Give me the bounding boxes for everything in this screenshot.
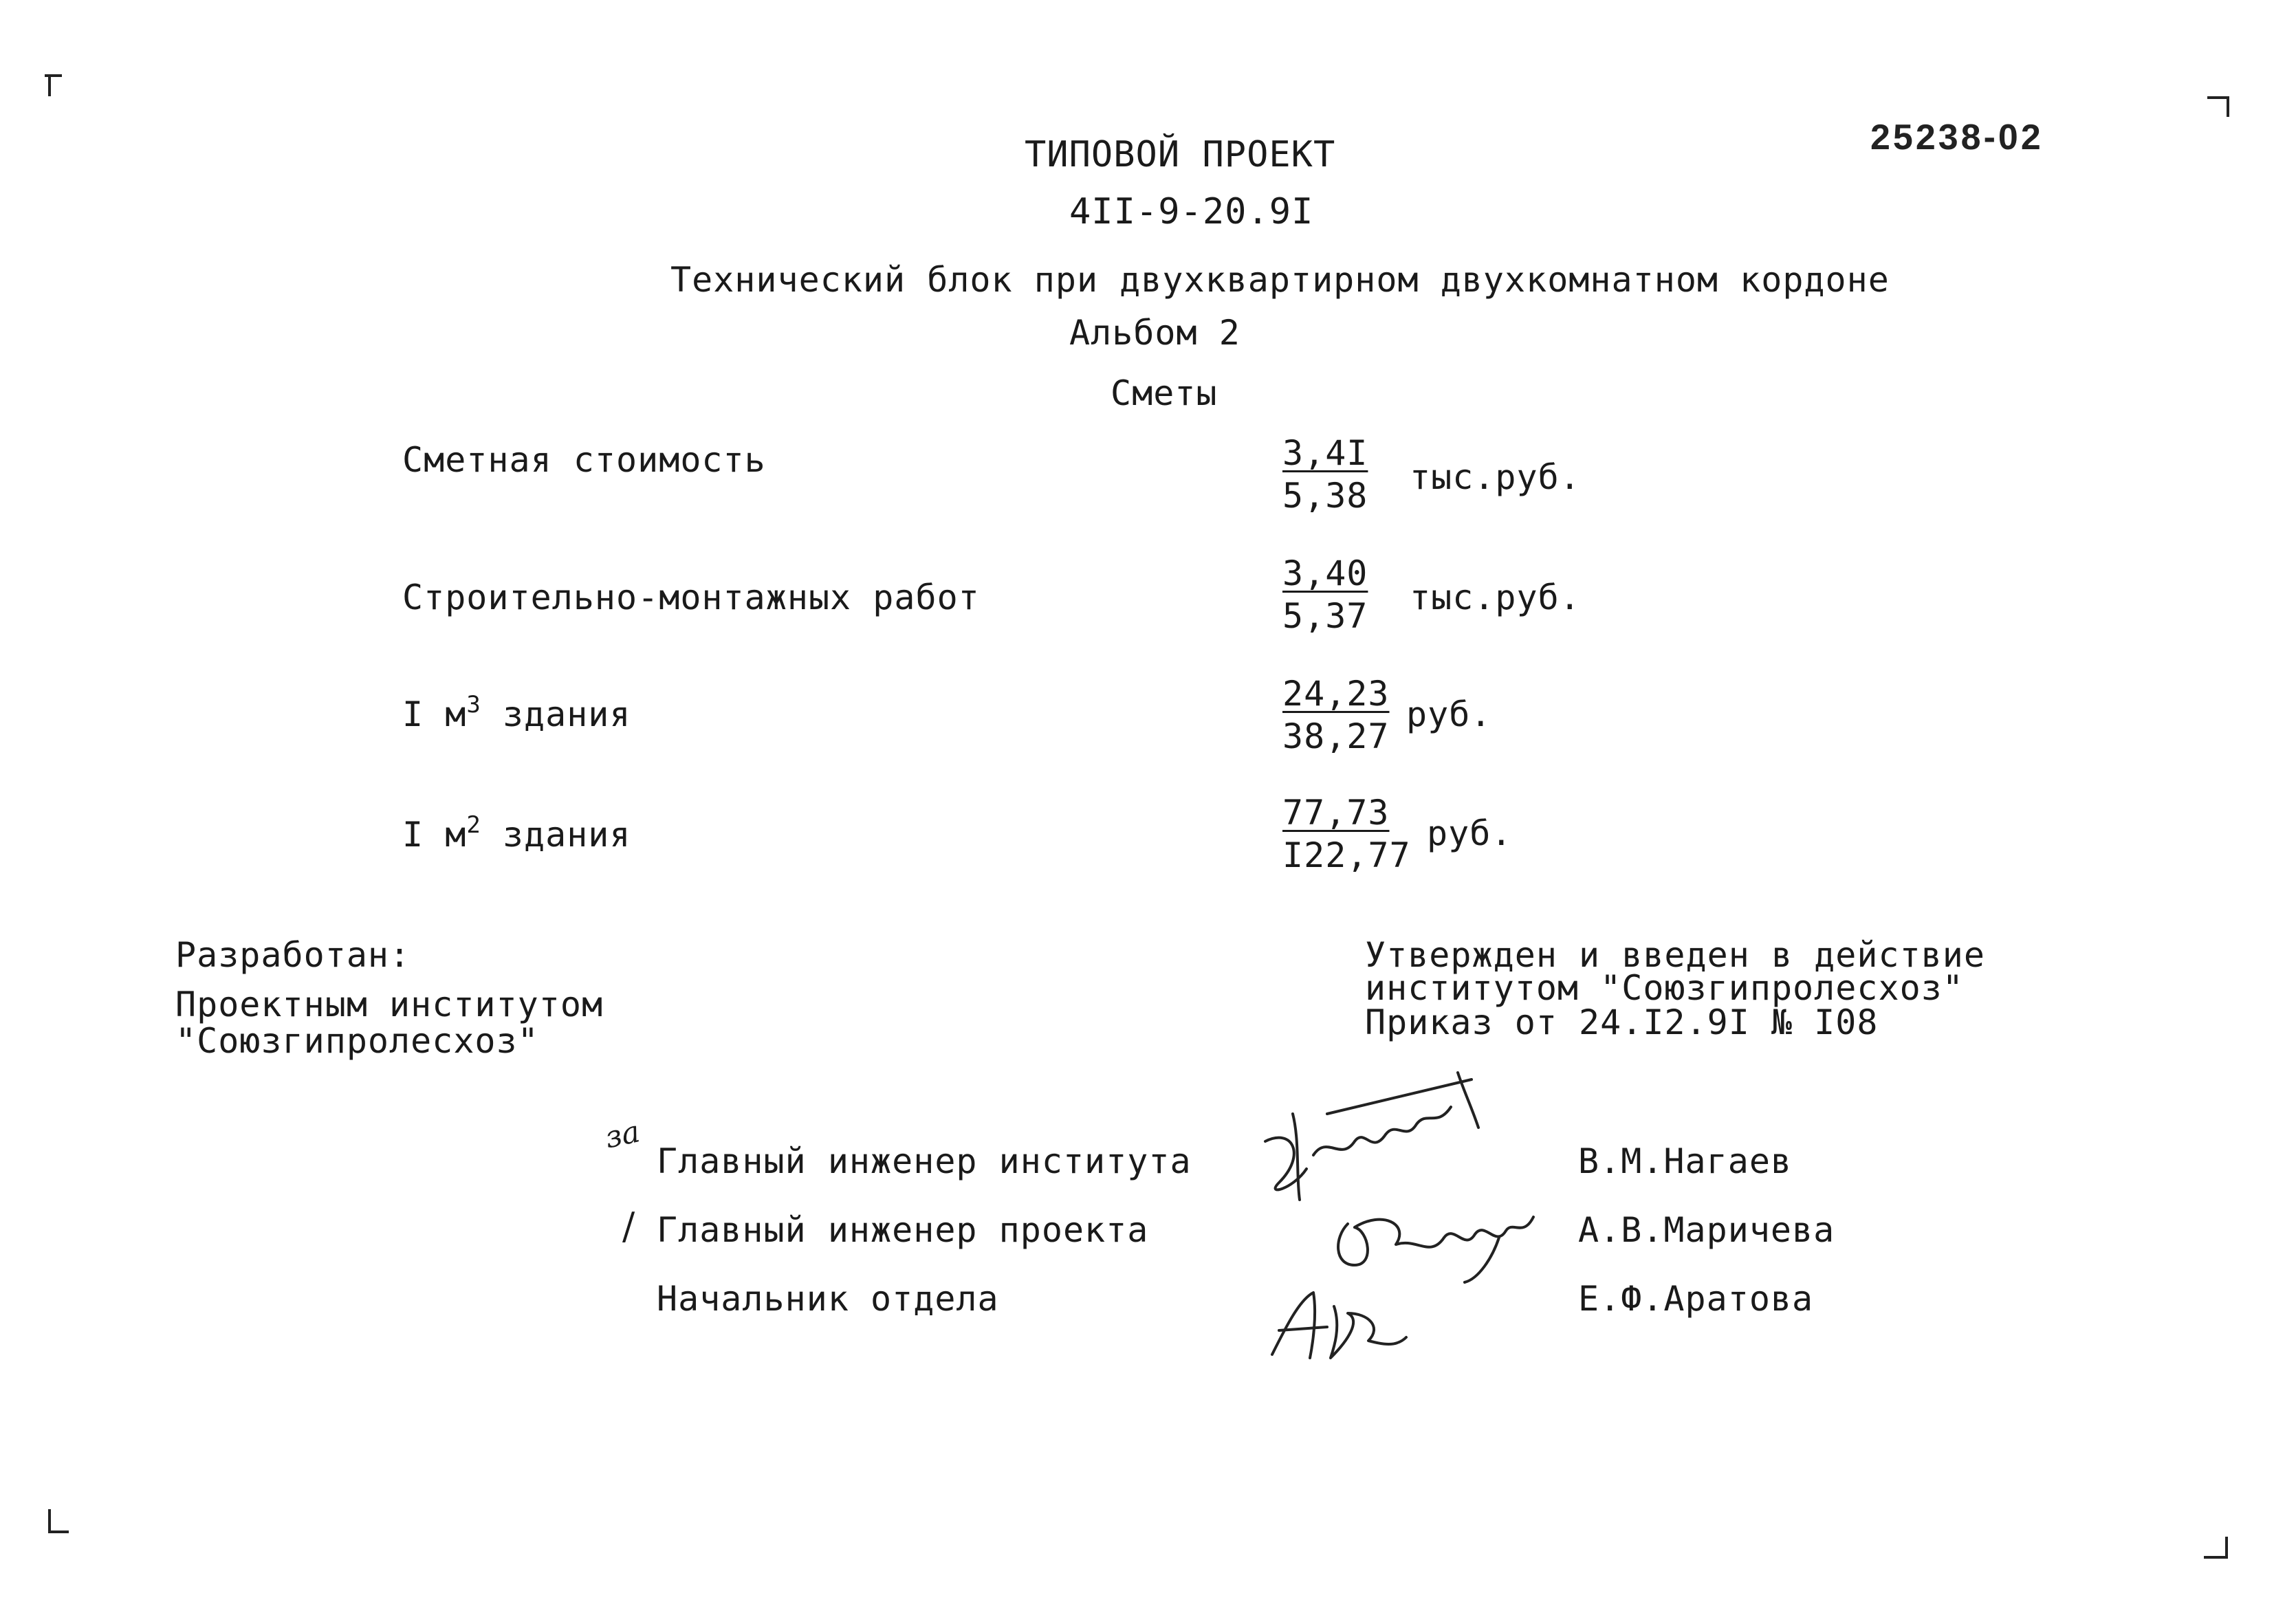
section-label: Сметы [1111,373,1218,413]
cost-value-indexed: 5,37 [1282,596,1368,636]
project-type-title: ТИПОВОЙ ПРОЕКТ [1025,134,1336,175]
cost-unit: тыс.руб. [1410,578,1581,617]
corner-mark-top-right [2204,89,2238,124]
album-label: Альбом 2 [1069,313,1240,353]
approved-line1: Утвержден и введен в действие [1365,935,1985,975]
signatory-role: Главный инженер проекта [657,1210,1149,1250]
cost-value-fraction [1282,433,1368,516]
developed-heading: Разработан: [175,935,411,975]
signature-chief-engineer-institute [1251,1052,1499,1210]
cost-value-fraction [1282,674,1390,756]
cost-value-current: 24,23 [1282,674,1390,714]
approved-line2: институтом "Союзгипролесхоз" [1365,968,1964,1008]
cost-value-current: 3,4I [1282,433,1368,473]
signature-department-head [1258,1279,1417,1368]
cost-label: Сметная стоимость [402,440,766,480]
developed-org-line2: "Союзгипролесхоз" [175,1021,539,1061]
signatory-name: Е.Ф.Аратова [1578,1279,1814,1319]
approved-order: Приказ от 24.I2.9I № I08 [1365,1002,1879,1042]
project-code: 4II-9-20.9I [1069,191,1314,232]
cost-value-indexed: I22,77 [1282,835,1411,875]
signatory-role: Главный инженер института [657,1141,1192,1181]
cost-value-current: 77,73 [1282,793,1390,833]
cost-value-fraction [1282,793,1411,875]
signatory-name: А.В.Маричева [1578,1210,1835,1250]
signatory-name: В.М.Нагаев [1578,1141,1793,1181]
cost-label: I $м^2$ здания [402,811,631,855]
cost-value-indexed: 5,38 [1282,476,1368,516]
cost-value-fraction [1282,553,1368,636]
signatory-prefix: / [622,1205,635,1248]
corner-mark-bottom-right [2200,1530,2235,1564]
cost-label: Строительно-монтажных работ [402,578,980,617]
cost-unit: руб. [1406,694,1492,734]
cost-unit: тыс.руб. [1410,457,1581,497]
signature-chief-engineer-project [1327,1196,1561,1286]
cost-value-current: 3,40 [1282,553,1368,593]
cost-value-indexed: 38,27 [1282,716,1390,756]
document-number: 25238-02 [1870,118,2044,157]
corner-mark-bottom-left [41,1506,76,1540]
project-subtitle: Технический блок при двухквартирном двухкомнатном кордоне [670,260,1890,300]
corner-mark-top-left [41,69,69,103]
signatory-prefix: за [602,1114,643,1156]
signatory-role: Начальник отдела [657,1279,999,1319]
cost-label: I $м^3$ здания [402,691,631,734]
developed-org-line1: Проектным институтом [175,985,604,1024]
cost-unit: руб. [1427,813,1513,853]
